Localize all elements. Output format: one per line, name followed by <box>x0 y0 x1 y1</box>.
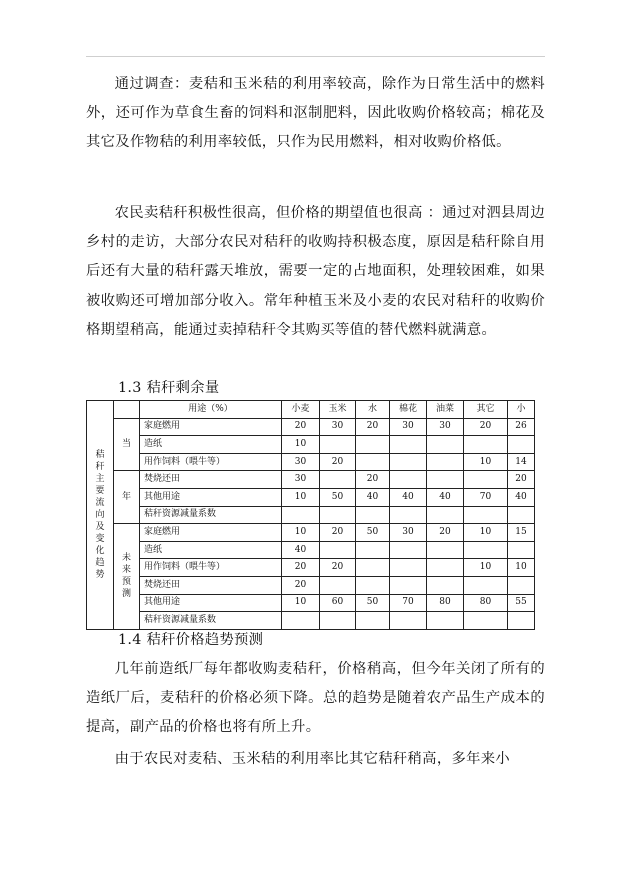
table-row <box>87 488 535 506</box>
table-row <box>87 612 535 630</box>
value-cell: 80 <box>427 594 464 612</box>
value-cell: 30 <box>320 418 356 436</box>
value-cell: 30 <box>390 524 427 542</box>
value-cell <box>390 506 427 524</box>
value-cell: 26 <box>508 418 535 436</box>
value-cell <box>356 436 390 454</box>
value-cell: 20 <box>356 418 390 436</box>
value-cell <box>320 576 356 594</box>
use-cell: 焚烧还田 <box>140 576 282 594</box>
value-cell <box>356 612 390 630</box>
period-future: 未来预测 <box>114 524 140 630</box>
header-crop: 水 <box>356 401 390 419</box>
value-cell <box>390 559 427 577</box>
table-row <box>87 436 535 454</box>
value-cell <box>427 471 464 489</box>
paragraph-utilization: 由于农民对麦秸、玉米秸的利用率比其它秸秆稍高，多年来小 <box>114 751 511 767</box>
period-current-bottom: 年 <box>114 471 140 524</box>
value-cell: 20 <box>427 524 464 542</box>
header-crop: 其它 <box>464 401 508 419</box>
value-cell <box>390 436 427 454</box>
value-cell: 20 <box>282 559 320 577</box>
header-use: 用途（%） <box>140 401 282 419</box>
use-cell: 其他用途 <box>140 594 282 612</box>
use-cell: 造纸 <box>140 541 282 559</box>
value-cell: 50 <box>320 488 356 506</box>
table-row <box>87 418 535 436</box>
value-cell: 10 <box>282 488 320 506</box>
value-cell <box>356 506 390 524</box>
value-cell: 70 <box>390 594 427 612</box>
value-cell: 40 <box>508 488 535 506</box>
value-cell <box>464 576 508 594</box>
value-cell: 40 <box>356 488 390 506</box>
value-cell: 80 <box>464 594 508 612</box>
value-cell <box>356 576 390 594</box>
value-cell: 30 <box>390 418 427 436</box>
use-cell: 家庭燃用 <box>140 418 282 436</box>
use-cell: 用作饲料（喂牛等） <box>140 453 282 471</box>
value-cell <box>390 576 427 594</box>
value-cell <box>508 612 535 630</box>
value-cell: 20 <box>508 471 535 489</box>
value-cell <box>464 506 508 524</box>
value-cell: 15 <box>508 524 535 542</box>
value-cell: 30 <box>427 418 464 436</box>
section-heading-1-3: 1.3 秸秆剩余量 <box>118 380 220 396</box>
header-crop: 油菜 <box>427 401 464 419</box>
value-cell: 55 <box>508 594 535 612</box>
value-cell <box>508 506 535 524</box>
header-crop: 小 <box>508 401 535 419</box>
value-cell: 30 <box>282 471 320 489</box>
use-cell: 其他用途 <box>140 488 282 506</box>
value-cell <box>320 506 356 524</box>
value-cell <box>464 471 508 489</box>
table-row <box>87 506 535 524</box>
value-cell: 20 <box>356 471 390 489</box>
value-cell: 70 <box>464 488 508 506</box>
period-current-top: 当 <box>114 418 140 471</box>
value-cell: 20 <box>464 418 508 436</box>
value-cell: 14 <box>508 453 535 471</box>
value-cell <box>390 612 427 630</box>
value-cell <box>390 541 427 559</box>
use-cell: 秸秆资源减量系数 <box>140 506 282 524</box>
value-cell <box>464 541 508 559</box>
value-cell <box>390 471 427 489</box>
value-cell: 40 <box>282 541 320 559</box>
value-cell: 40 <box>390 488 427 506</box>
value-cell: 60 <box>320 594 356 612</box>
table-row <box>87 576 535 594</box>
value-cell: 40 <box>427 488 464 506</box>
value-cell <box>464 436 508 454</box>
table-row <box>87 471 535 489</box>
value-cell <box>320 471 356 489</box>
value-cell <box>427 559 464 577</box>
value-cell: 10 <box>464 453 508 471</box>
value-cell: 50 <box>356 594 390 612</box>
value-cell: 10 <box>464 524 508 542</box>
value-cell <box>390 453 427 471</box>
row-group-label: 秸秆主要流向及变化趋势 <box>87 401 114 630</box>
use-cell: 焚烧还田 <box>140 471 282 489</box>
value-cell <box>356 541 390 559</box>
table-row <box>87 453 535 471</box>
value-cell: 30 <box>282 453 320 471</box>
straw-usage-table <box>86 400 535 630</box>
use-cell: 造纸 <box>140 436 282 454</box>
value-cell <box>508 541 535 559</box>
use-cell: 秸秆资源减量系数 <box>140 612 282 630</box>
value-cell: 20 <box>320 559 356 577</box>
value-cell: 20 <box>282 418 320 436</box>
value-cell: 50 <box>356 524 390 542</box>
value-cell <box>508 576 535 594</box>
paragraph-survey: 通过调查：麦秸和玉米秸的利用率较高，除作为日常生活中的燃料外，还可作为草食生畜的饲料和沤制肥料，因此收购价格较高；棉花及其它及作物秸的利用率较低，只作为民用燃料，相对收购价格低。 <box>86 76 545 151</box>
header-crop: 小麦 <box>282 401 320 419</box>
value-cell: 20 <box>320 453 356 471</box>
value-cell <box>282 506 320 524</box>
table-row <box>87 524 535 542</box>
value-cell <box>320 436 356 454</box>
value-cell <box>356 559 390 577</box>
paragraph-farmer-willingness: 农民卖秸秆积极性很高，但价格的期望值也很高 ：通过对泗县周边乡村的走访，大部分农民对秸秆的收购持积极态度，原因是秸秆除自用后还有大量的秸秆露天堆放，需要一定的占地面积，处理较困难，如果被收购还可增加部分收入。常年种植玉米及小麦的农民对秸秆的收购价格期望稍高，能通过卖掉秸秆令其购买等值的替代燃料就满意。 <box>86 205 545 338</box>
paragraph-price-trend: 几年前造纸厂每年都收购麦秸秆，价格稍高，但今年关闭了所有的造纸厂后，麦秸秆的价格必须下降。总的趋势是随着农产品生产成本的提高，副产品的价格也将有所上升。 <box>86 661 545 736</box>
value-cell <box>282 612 320 630</box>
value-cell <box>427 576 464 594</box>
value-cell <box>427 436 464 454</box>
value-cell <box>427 612 464 630</box>
value-cell: 10 <box>464 559 508 577</box>
value-cell: 20 <box>282 576 320 594</box>
value-cell <box>464 612 508 630</box>
section-heading-1-4: 1.4 秸秆价格趋势预测 <box>118 632 264 648</box>
value-cell: 20 <box>320 524 356 542</box>
value-cell <box>427 506 464 524</box>
use-cell: 家庭燃用 <box>140 524 282 542</box>
value-cell: 10 <box>282 436 320 454</box>
header-crop: 棉花 <box>390 401 427 419</box>
value-cell: 10 <box>282 594 320 612</box>
value-cell <box>427 453 464 471</box>
value-cell: 10 <box>508 559 535 577</box>
value-cell <box>356 453 390 471</box>
header-rule <box>86 56 545 57</box>
value-cell: 10 <box>282 524 320 542</box>
table-row <box>87 541 535 559</box>
value-cell <box>508 436 535 454</box>
table-row <box>87 594 535 612</box>
value-cell <box>320 541 356 559</box>
table-header-row <box>87 401 535 419</box>
table-row <box>87 559 535 577</box>
empty-header-cell <box>114 401 140 419</box>
value-cell <box>427 541 464 559</box>
value-cell <box>320 612 356 630</box>
header-crop: 玉米 <box>320 401 356 419</box>
use-cell: 用作饲料（喂牛等） <box>140 559 282 577</box>
